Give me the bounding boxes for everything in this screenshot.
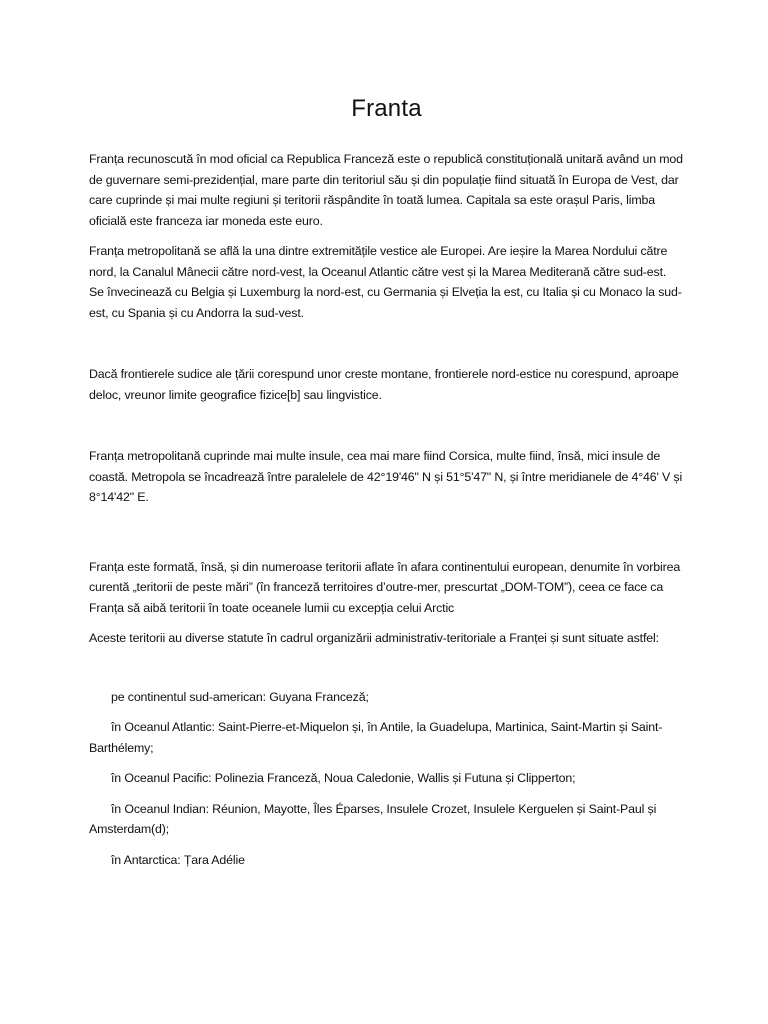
list-item: în Oceanul Indian: Réunion, Mayotte, Îles Éparses, Insulele Crozet, Insulele Kerguelen și Saint-Paul și Amsterdam(d);	[89, 801, 657, 836]
paragraph-overseas: Franța este formată, însă, și din numeroase teritorii aflate în afara continentului european, denumite în vorbirea curentă „teritorii de peste mări” (în franceză territoires d’outre-mer, prescurtat „DOM-TOM”), ceea ce face ca Franța să aibă teritorii în toate oceanele lumii cu excepția celui Arctic	[89, 559, 681, 615]
paragraph-islands: Franța metropolitană cuprinde mai multe insule, cea mai mare fiind Corsica, multe fiind, însă, mici insule de coastă. Metropola se încadrează între paralelele de 42°19'46" N și 51°5'47" N, și între meridianele de 4°46' V și 8°14'42" E.	[89, 449, 683, 504]
list-item: pe continentul sud-american: Guyana Franceză;	[111, 689, 369, 704]
paragraph-borders: Dacă frontierele sudice ale țării corespund unor creste montane, frontierele nord-estice nu corespund, aproape deloc, vreunor limite geografice fizice[b] sau lingvistice.	[89, 367, 679, 402]
paragraph-geography: Franța metropolitană se află la una dintre extremitățile vestice ale Europei. Are ieșire la Marea Nordului către nord, la Canalul Mânecii către nord-vest, la Oceanul Atlantic către vest și la Marea Mediterană către sud-est. Se învecinează cu Belgia și Luxemburg la nord-est, cu Germania și Elveția la est, cu Italia și cu Monaco la sud-est, cu Spania și cu Andorra la sud-vest.	[89, 244, 682, 320]
paragraph-territories-status: Aceste teritorii au diverse statute în cadrul organizării administrativ-teritoriale a Franței și sunt situate astfel:	[89, 631, 659, 645]
list-item: în Oceanul Atlantic: Saint-Pierre-et-Miquelon și, în Antile, la Guadelupa, Martinica, Saint-Martin și Saint-Barthélemy;	[89, 720, 663, 755]
list-item: în Oceanul Pacific: Polinezia Franceză, Noua Caledonie, Wallis și Futuna și Clipperton;	[111, 771, 576, 785]
document-title: Franta	[351, 95, 422, 122]
paragraph-intro: Franța recunoscută în mod oficial ca Republica Franceză este o republică constituțională unitară având un mod de guvernare semi-prezidențial, mare parte din teritoriul său și din populație fiind situată în Europa de Vest, dar care cuprinde și mai multe regiuni și teritorii răspândite în toată lumea. Capitala sa este orașul Paris, limba oficială este franceza iar moneda este euro.	[89, 152, 683, 228]
list-item: în Antarctica: Țara Adélie	[111, 852, 245, 867]
